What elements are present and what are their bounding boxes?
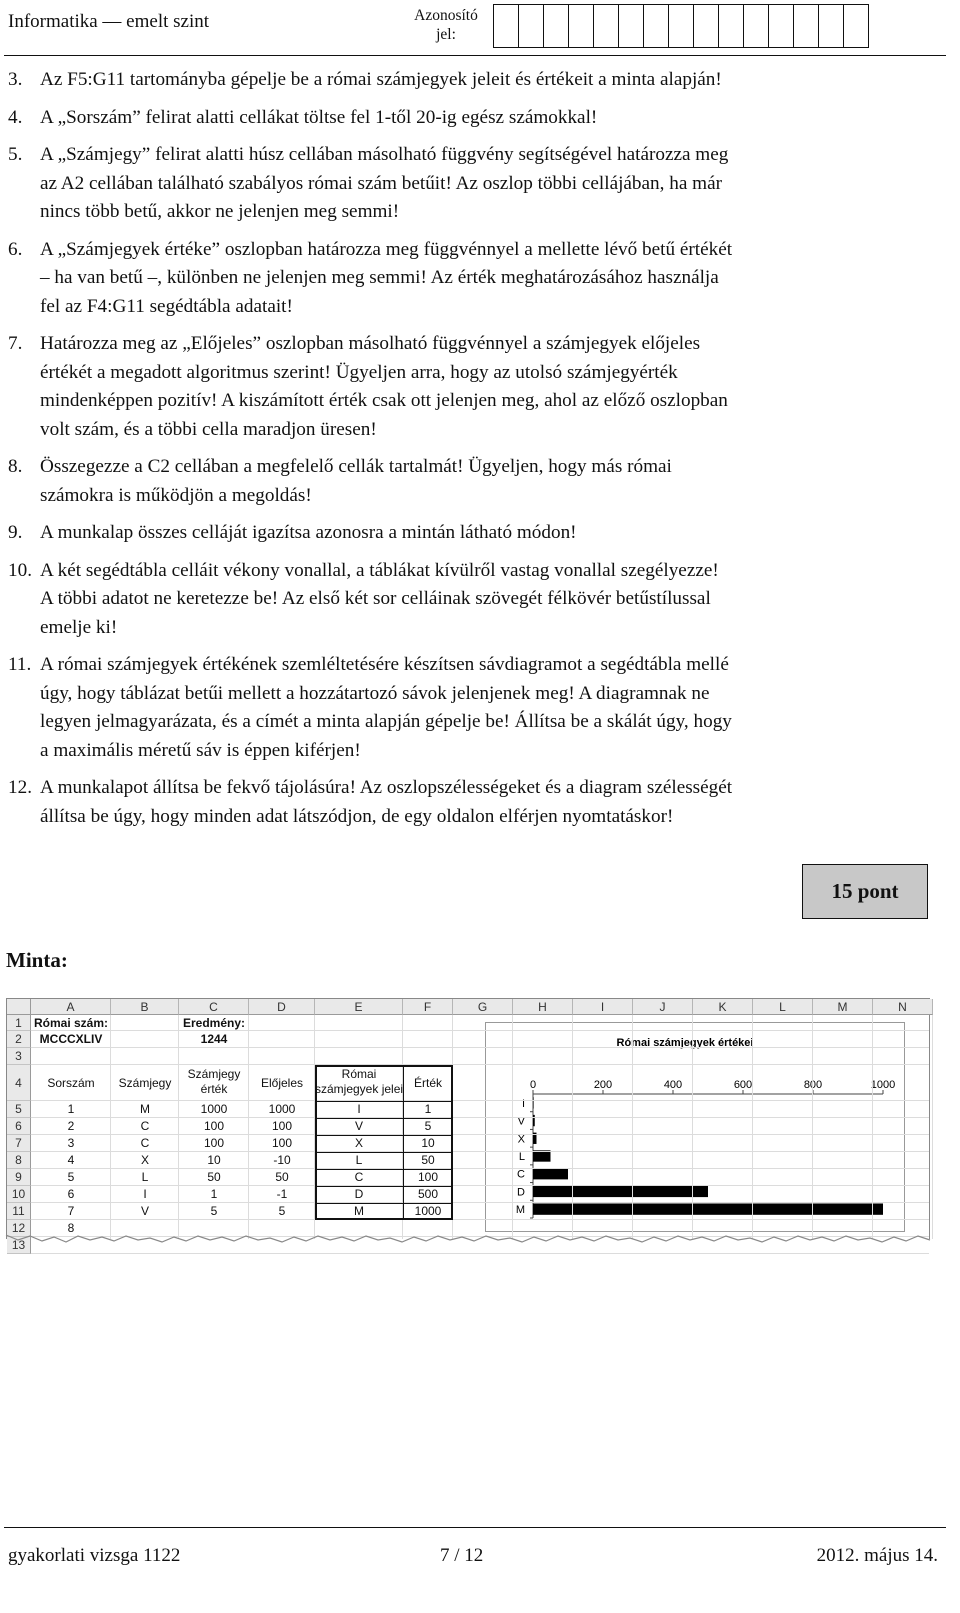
header-elojeles[interactable]: Előjeles <box>260 1076 304 1090</box>
task-number: 9. <box>8 522 23 543</box>
footer-divider <box>4 1527 946 1528</box>
task-text-line: Az F5:G11 tartományba gépelje be a római számjegyek jeleit és értékeit a minta alapján! <box>40 69 722 90</box>
task-text-line: – ha van betű –, különben ne jelenjen meg semmi! Az érték meghatározásához használja <box>40 267 719 288</box>
y-tick-label: X <box>517 1133 525 1146</box>
task-text-line: úgy, hogy táblázat betűi mellett a hozzátartozó sávok jelenjenek meg! A diagramnak ne <box>40 682 710 704</box>
task-text-line: emelje ki! <box>40 616 118 638</box>
task-text <box>40 519 954 548</box>
task-number: 5. <box>8 144 23 165</box>
x-tick-label: 0 <box>529 1079 537 1091</box>
header-divider <box>4 55 946 56</box>
table-cell[interactable]: 1000 <box>268 1102 296 1116</box>
header-szamjegy-ertek[interactable] <box>179 1067 249 1097</box>
gridline <box>692 1015 693 1239</box>
task-text-line: A római számjegyek értékének szemléltetésére készítsen sávdiagramot a segédtábla mellé <box>40 654 729 675</box>
task-text-line: fel az F4:G11 segédtábla adatait! <box>40 295 293 317</box>
row-header: 8 <box>7 1152 31 1169</box>
gridline <box>31 1030 929 1031</box>
helper-table-border <box>315 1065 453 1220</box>
header-romai-jelei-line: Római <box>341 1067 377 1081</box>
column-header: J <box>633 999 693 1015</box>
table-cell[interactable]: M <box>140 1102 150 1116</box>
table-cell[interactable]: 100 <box>203 1136 225 1150</box>
azonosito-box[interactable] <box>693 4 719 48</box>
table-cell[interactable]: 50 <box>275 1170 289 1184</box>
task-item <box>8 104 954 133</box>
task-item <box>8 66 954 95</box>
column-header: A <box>31 999 111 1015</box>
y-tick-label: I <box>521 1097 525 1110</box>
x-tick-label: 600 <box>733 1079 753 1091</box>
table-cell[interactable]: C <box>140 1119 150 1133</box>
task-item <box>8 141 954 227</box>
gridline <box>752 1015 753 1239</box>
table-cell[interactable]: 3 <box>67 1136 75 1150</box>
x-tick-label: 400 <box>663 1079 683 1091</box>
azonosito-box[interactable] <box>843 4 869 48</box>
task-text <box>40 236 954 322</box>
table-cell[interactable]: 4 <box>67 1153 75 1167</box>
bar-D <box>533 1186 708 1197</box>
table-cell[interactable]: 8 <box>67 1221 75 1235</box>
task-number: 7. <box>8 333 23 354</box>
task-text <box>40 66 954 95</box>
header-sorszam[interactable]: Sorszám <box>47 1076 95 1090</box>
chart-title: Római számjegyek értékei <box>616 1037 754 1049</box>
header-title: Informatika — emelt szint <box>8 11 210 32</box>
table-cell[interactable]: 500 <box>417 1187 439 1201</box>
x-tick-label: 800 <box>803 1079 823 1091</box>
task-text-line: A „Sorszám” felirat alatti cellákat töltse fel 1-től 20-ig egész számokkal! <box>40 106 598 128</box>
helper-table-inner-border <box>315 1203 453 1204</box>
bar-I <box>533 1097 534 1108</box>
task-number: 6. <box>8 238 23 260</box>
task-text-line: nincs több betű, akkor ne jelenjen meg semmi! <box>40 201 400 222</box>
table-cell[interactable]: -10 <box>273 1153 291 1167</box>
table-cell[interactable]: D <box>354 1187 364 1201</box>
task-list <box>8 66 954 840</box>
task-item <box>8 330 954 444</box>
helper-table-inner-border <box>315 1186 453 1187</box>
task-number: 8. <box>8 456 23 477</box>
task-number: 3. <box>8 69 23 90</box>
table-cell[interactable]: 50 <box>207 1170 221 1184</box>
column-header: K <box>693 999 753 1015</box>
azonosito-box[interactable] <box>718 4 744 48</box>
table-cell[interactable]: 100 <box>417 1170 439 1184</box>
column-header: N <box>873 999 933 1015</box>
table-cell[interactable]: M <box>354 1204 364 1218</box>
task-item <box>8 774 954 831</box>
row-header: 10 <box>7 1186 31 1203</box>
column-header: M <box>813 999 873 1015</box>
task-text-line: A munkalap összes celláját igazítsa azonosra a mintán látható módon! <box>40 522 577 543</box>
header-szamjegy-ertek-line: Számjegy <box>187 1067 241 1081</box>
gridline <box>812 1015 813 1239</box>
helper-table-inner-border <box>315 1152 453 1153</box>
cell-result-value[interactable]: 1244 <box>200 1032 228 1046</box>
table-cell[interactable]: 5 <box>67 1170 75 1184</box>
header-ertek[interactable]: Érték <box>413 1076 442 1090</box>
task-text <box>40 453 954 510</box>
column-header: G <box>453 999 513 1015</box>
column-header: E <box>315 999 403 1015</box>
sheet-corner <box>7 999 31 1015</box>
table-cell[interactable]: C <box>354 1170 364 1184</box>
column-header: I <box>573 999 633 1015</box>
task-number: 4. <box>8 106 23 128</box>
task-text <box>40 141 954 227</box>
task-text-line: Összegezze a C2 cellában a megfelelő cellák tartalmát! Ügyeljen, hogy más római <box>40 456 672 477</box>
table-cell[interactable]: 1000 <box>200 1102 228 1116</box>
cell-roman-label[interactable]: Római szám: <box>33 1016 109 1030</box>
azonosito-box[interactable] <box>743 4 769 48</box>
azonosito-box[interactable] <box>618 4 644 48</box>
table-cell[interactable]: 5 <box>424 1119 432 1133</box>
column-header: C <box>179 999 249 1015</box>
footer-date: 2012. május 14. <box>816 1545 938 1566</box>
table-cell[interactable]: X <box>140 1153 149 1167</box>
azonosito-box[interactable] <box>818 4 844 48</box>
table-cell[interactable]: 2 <box>67 1119 75 1133</box>
row-header: 5 <box>7 1101 31 1118</box>
table-cell[interactable]: I <box>357 1102 361 1116</box>
y-tick-label: D <box>517 1186 525 1199</box>
task-text-line: A többi adatot ne keretezze be! Az első két sor celláinak szövegét félkövér betűstílussal <box>40 588 711 609</box>
table-cell[interactable]: X <box>354 1136 363 1150</box>
row-header: 3 <box>7 1048 31 1065</box>
gridline <box>932 1015 933 1239</box>
task-text-line: legyen jelmagyarázata, és a címét a minta alapján gépelje be! Állítsa be a skálát úgy, hogy <box>40 711 732 732</box>
row-header: 11 <box>7 1203 31 1220</box>
helper-table-inner-border <box>315 1118 453 1119</box>
gridline <box>872 1015 873 1239</box>
minta-label: Minta: <box>6 948 68 972</box>
helper-table-inner-border <box>315 1135 453 1136</box>
gridline <box>572 1015 573 1239</box>
y-tick-label: M <box>515 1204 525 1217</box>
row-header: 1 <box>7 1015 31 1031</box>
row-header: 13 <box>7 1237 31 1254</box>
column-header: H <box>513 999 573 1015</box>
table-cell[interactable]: L <box>141 1170 149 1184</box>
table-cell[interactable]: 50 <box>421 1153 435 1167</box>
task-number: 11. <box>8 654 32 675</box>
table-cell[interactable]: C <box>140 1136 150 1150</box>
task-text <box>40 330 954 444</box>
bar-M <box>533 1203 883 1214</box>
table-cell[interactable]: 10 <box>207 1153 221 1167</box>
footer-page-number: 7 / 12 <box>440 1545 484 1566</box>
task-item <box>8 557 954 643</box>
azonosito-boxes <box>494 4 869 48</box>
bar-chart <box>485 1022 905 1232</box>
torn-edge <box>6 1232 930 1246</box>
table-cell[interactable]: 1 <box>424 1102 432 1116</box>
task-number: 12. <box>8 777 32 798</box>
footer-exam-code: gyakorlati vizsga 1122 <box>8 1545 181 1566</box>
azonosito-box[interactable] <box>668 4 694 48</box>
y-tick-label: C <box>517 1168 525 1181</box>
table-cell[interactable]: 5 <box>210 1204 218 1218</box>
header-szamjegy[interactable]: Számjegy <box>118 1076 172 1090</box>
table-cell[interactable]: 100 <box>203 1119 225 1133</box>
gridline <box>632 1015 633 1239</box>
column-header: D <box>249 999 315 1015</box>
column-header: L <box>753 999 813 1015</box>
gridline <box>512 1015 513 1239</box>
table-cell[interactable]: 1 <box>210 1187 218 1201</box>
task-item <box>8 236 954 322</box>
helper-table-inner-border <box>315 1101 453 1102</box>
azonosito-box[interactable] <box>493 4 519 48</box>
task-text-line: A munkalapot állítsa be fekvő tájolásúra! Az oszlopszélességeket és a diagram szélességét <box>40 777 733 798</box>
task-text-line: Határozza meg az „Előjeles” oszlopban másolható függvénnyel a számjegyek előjeles <box>40 333 701 354</box>
column-header: B <box>111 999 179 1015</box>
task-text <box>40 557 954 643</box>
chart-area <box>486 1023 905 1232</box>
cell-result-label[interactable]: Eredmény: <box>182 1016 246 1030</box>
header-szamjegy-ertek-line: érték <box>200 1082 228 1096</box>
row-header: 4 <box>7 1065 31 1101</box>
task-text <box>40 651 954 765</box>
azonosito-box[interactable] <box>568 4 594 48</box>
column-header: F <box>403 999 453 1015</box>
azonosito-label: Azonosító jel: <box>414 7 478 43</box>
task-item <box>8 519 954 548</box>
task-text-line: A két segédtábla celláit vékony vonallal, a táblákat kívülről vastag vonallal szegélyezze! <box>40 559 719 581</box>
table-cell[interactable]: 1 <box>67 1102 75 1116</box>
task-text-line: a maximális méretű sáv is éppen kiférjen! <box>40 739 361 761</box>
y-tick-label: L <box>518 1151 525 1163</box>
task-text-line: volt szám, és a többi cella maradjon üresen! <box>40 418 377 440</box>
table-cell[interactable]: 100 <box>271 1119 293 1133</box>
task-text-line: A „Számjegyek értéke” oszlopban határozza meg függvénnyel a mellette lévő betű értékét <box>40 238 733 260</box>
azonosito-box[interactable] <box>593 4 619 48</box>
row-header: 6 <box>7 1118 31 1135</box>
task-text-line: mindenképpen pozitív! A kiszámított érték csak ott jelenjen meg, ahol az előző oszlopban <box>40 390 728 411</box>
table-cell[interactable]: L <box>355 1153 363 1167</box>
helper-table-inner-border <box>315 1169 453 1170</box>
task-number: 10. <box>8 559 32 581</box>
task-text-line: értékét a megadott algoritmus szerint! Ügyeljen arra, hogy az utolsó számjegyérték <box>40 361 678 383</box>
azonosito-box[interactable] <box>768 4 794 48</box>
table-cell[interactable]: 1000 <box>414 1204 442 1218</box>
spreadsheet-sample <box>6 998 930 1252</box>
table-cell[interactable]: 7 <box>67 1204 75 1218</box>
x-tick-label: 1000 <box>870 1079 896 1091</box>
table-cell[interactable]: V <box>354 1119 363 1133</box>
task-text-line: az A2 cellában található szabályos római szám betűit! Az oszlop többi cellájában, ha már <box>40 172 722 194</box>
header-romai-jelei-line: számjegyek jelei <box>315 1082 404 1096</box>
azonosito-box[interactable] <box>543 4 569 48</box>
gridline <box>31 1047 929 1048</box>
azonosito-box[interactable] <box>643 4 669 48</box>
table-cell[interactable]: V <box>140 1204 149 1218</box>
helper-table-inner-border <box>403 1065 404 1220</box>
task-text <box>40 104 954 133</box>
task-text-line: számokra is működjön a megoldás! <box>40 484 312 506</box>
task-item <box>8 453 954 510</box>
azonosito-box[interactable] <box>518 4 544 48</box>
table-cell[interactable]: 6 <box>67 1187 75 1201</box>
task-text <box>40 774 954 831</box>
row-header: 9 <box>7 1169 31 1186</box>
task-text-line: A „Számjegy” felirat alatti húsz cellában másolható függvény segítségével határozza meg <box>40 144 729 165</box>
task-text-line: állítsa be úgy, hogy minden adat látszódjon, de egy oldalon elférjen nyomtatáskor! <box>40 805 674 827</box>
row-header: 12 <box>7 1220 31 1237</box>
gridline <box>31 1253 929 1254</box>
table-cell[interactable]: 100 <box>271 1136 293 1150</box>
table-cell[interactable]: -1 <box>276 1187 288 1201</box>
row-header: 2 <box>7 1031 31 1048</box>
x-tick-label: 200 <box>593 1079 613 1091</box>
table-cell[interactable]: I <box>143 1187 147 1201</box>
bar-L <box>533 1150 551 1161</box>
azonosito-box[interactable] <box>793 4 819 48</box>
table-cell[interactable]: 10 <box>421 1136 435 1150</box>
cell-roman-value[interactable]: MCCCXLIV <box>39 1032 103 1046</box>
task-item <box>8 651 954 765</box>
row-header: 7 <box>7 1135 31 1152</box>
y-tick-label: V <box>517 1115 525 1128</box>
points-box: 15 pont <box>802 864 928 919</box>
bar-C <box>533 1168 568 1179</box>
table-cell[interactable]: 5 <box>278 1204 286 1218</box>
